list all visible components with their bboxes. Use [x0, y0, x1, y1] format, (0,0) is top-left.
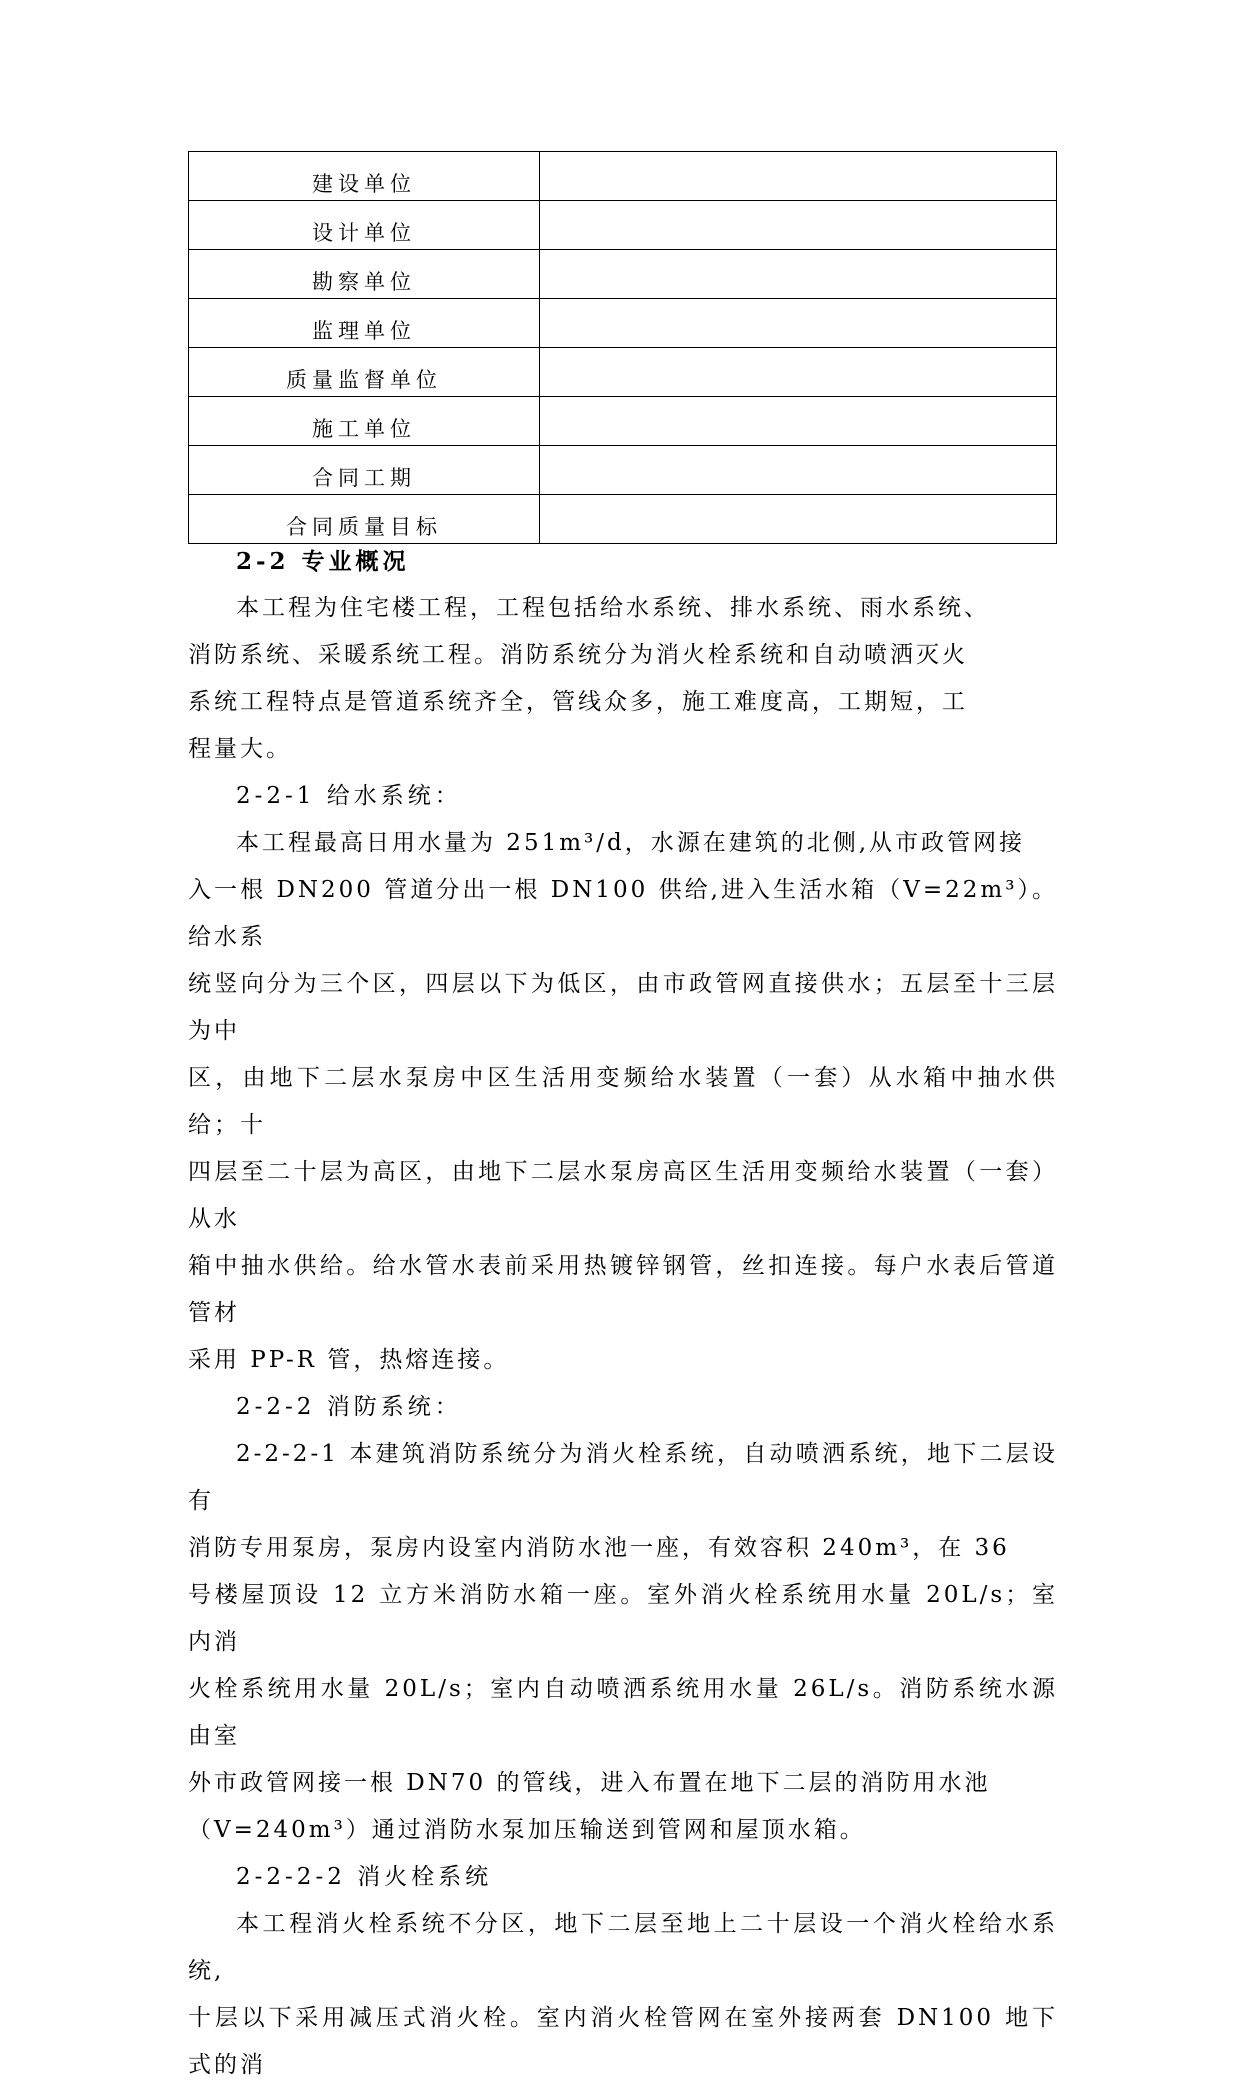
hydrant-system-line: 十层以下采用减压式消火栓。室内消火栓管网在室外接两套 DN100 地下式的消 [188, 2005, 1058, 2078]
fire-system-line: （V=240m³）通过消防水泵加压输送到管网和屋顶水箱。 [188, 1817, 866, 1843]
row-value [540, 250, 1057, 299]
row-label: 施工单位 [189, 397, 540, 446]
overview-line: 系统工程特点是管道系统齐全，管线众多，施工难度高，工期短，工 [188, 689, 968, 715]
water-system-line: 箱中抽水供给。给水管水表前采用热镀锌钢管，丝扣连接。每户水表后管道管材 [188, 1253, 1058, 1326]
table-row [189, 250, 1057, 299]
fire-system-line: 外市政管网接一根 DN70 的管线，进入布置在地下二层的消防用水池 [188, 1770, 991, 1796]
overview-line: 程量大。 [188, 736, 292, 762]
row-label: 勘察单位 [189, 250, 540, 299]
row-value [540, 446, 1057, 495]
hydrant-system-line: 本工程消火栓系统不分区，地下二层至地上二十层设一个消火栓给水系统, [188, 1911, 1058, 1984]
row-value [540, 152, 1057, 201]
overview-line: 本工程为住宅楼工程，工程包括给水系统、排水系统、雨水系统、 [236, 595, 990, 621]
water-system-line: 本工程最高日用水量为 251m³/d，水源在建筑的北侧,从市政管网接 [236, 830, 1026, 856]
water-system-line: 区，由地下二层水泵房中区生活用变频给水装置（一套）从水箱中抽水供给；十 [188, 1065, 1058, 1138]
table-row [189, 397, 1057, 446]
fire-system-line: 2-2-2-1 本建筑消防系统分为消火栓系统，自动喷洒系统，地下二层设有 [188, 1441, 1058, 1514]
row-label: 设计单位 [189, 201, 540, 250]
row-value [540, 495, 1057, 544]
table-row [189, 446, 1057, 495]
water-system-line: 入一根 DN200 管道分出一根 DN100 供给,进入生活水箱（V=22m³）。给水系 [188, 877, 1058, 950]
water-system-line: 统竖向分为三个区，四层以下为低区，由市政管网直接供水；五层至十三层为中 [188, 971, 1058, 1044]
row-label: 建设单位 [189, 152, 540, 201]
row-label: 质量监督单位 [189, 348, 540, 397]
row-label: 合同质量目标 [189, 495, 540, 544]
section-heading: 2-2 专业概况 [236, 548, 410, 575]
fire-system-line: 号楼屋顶设 12 立方米消防水箱一座。室外消火栓系统用水量 20L/s；室内消 [188, 1582, 1058, 1655]
hydrant-system-heading: 2-2-2-2 消火栓系统 [236, 1864, 493, 1890]
fire-system-heading: 2-2-2 消防系统： [236, 1394, 462, 1420]
table-row [189, 299, 1057, 348]
table-row [189, 152, 1057, 201]
project-info-table [188, 151, 1057, 544]
fire-system-line: 火栓系统用水量 20L/s；室内自动喷洒系统用水量 26L/s。消防系统水源由室 [188, 1676, 1058, 1749]
table-row [189, 495, 1057, 544]
water-system-line: 四层至二十层为高区，由地下二层水泵房高区生活用变频给水装置（一套）从水 [188, 1159, 1058, 1232]
overview-line: 消防系统、采暖系统工程。消防系统分为消火栓系统和自动喷洒灭火 [188, 642, 968, 668]
fire-system-line: 消防专用泵房，泵房内设室内消防水池一座，有效容积 240m³，在 36 [188, 1535, 1010, 1561]
water-system-heading: 2-2-1 给水系统： [236, 783, 462, 809]
table-row [189, 348, 1057, 397]
row-label: 监理单位 [189, 299, 540, 348]
row-label: 合同工期 [189, 446, 540, 495]
row-value [540, 397, 1057, 446]
row-value [540, 201, 1057, 250]
row-value [540, 348, 1057, 397]
document-body [188, 538, 1058, 2089]
table-row [189, 201, 1057, 250]
water-system-line: 采用 PP-R 管，热熔连接。 [188, 1347, 510, 1373]
row-value [540, 299, 1057, 348]
